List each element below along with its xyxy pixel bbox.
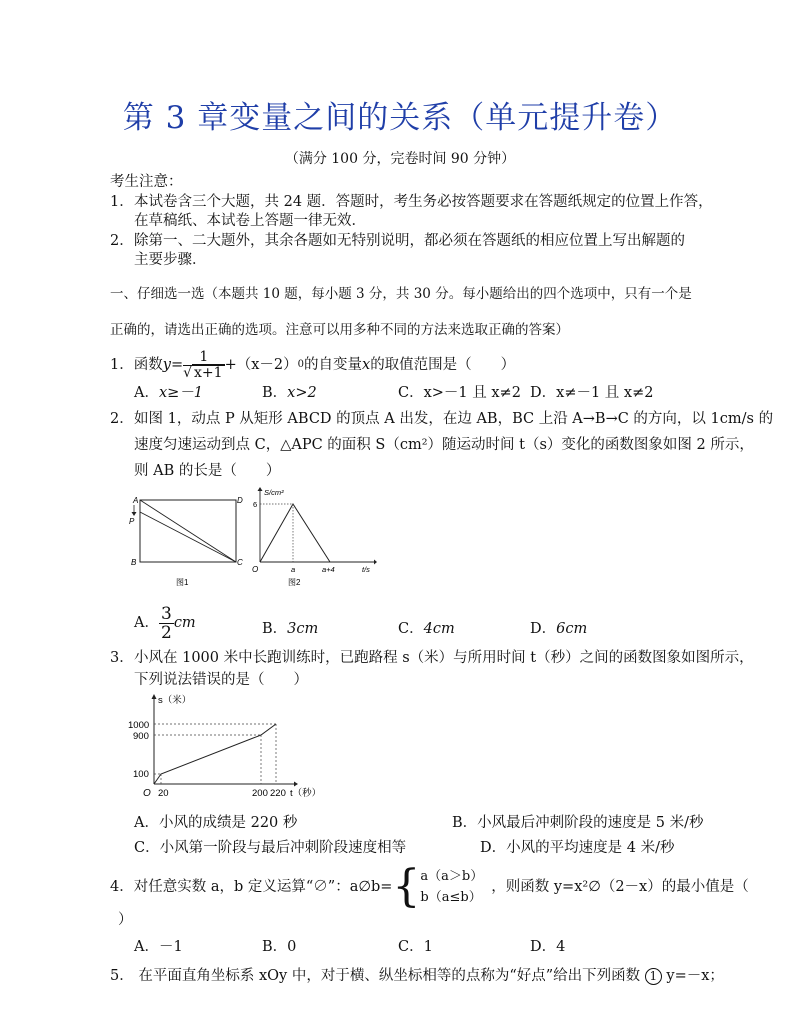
- q3-tick-200: 200: [252, 788, 268, 799]
- fig2-tick-6: 6: [253, 500, 258, 509]
- notice-item-1-num: 1．: [110, 194, 134, 210]
- q3-option-b[interactable]: B．小风最后冲刺阶段的速度是 5 米/秒: [452, 815, 704, 831]
- q3-tick-1000: 1000: [128, 720, 150, 731]
- q3-y-arrow-icon: [152, 694, 157, 699]
- fig2-y-label: S/cm²: [264, 488, 284, 497]
- q3-tick-900: 900: [133, 731, 149, 742]
- fig2-x-label: t/s: [362, 565, 370, 574]
- fig1-caption: 图1: [176, 578, 189, 587]
- q1-option-c[interactable]: C．x>－1 且 x≠2: [398, 385, 521, 401]
- notice-item-1-line1: 本试卷含三个大题，共 24 题．答题时，考生务必按答题要求在答题纸规定的位置上作答，: [134, 194, 713, 210]
- fig1-label-b: B: [131, 558, 137, 567]
- q5-number: 5．: [110, 968, 134, 984]
- q1-post2: 的取值范围是（ ）: [370, 357, 516, 373]
- q2-option-c[interactable]: C．4cm: [398, 621, 455, 637]
- q5-pre: 在平面直角坐标系 xOy 中，对于横、纵坐标相等的点称为“好点”给出下列函数: [138, 968, 641, 984]
- q4-pre: 对任意实数 a，b 定义运算“∅”：a∅b=: [133, 879, 393, 895]
- q3-y-label: s（米）: [158, 695, 192, 706]
- q2-line1: 如图 1，动点 P 从矩形 ABCD 的顶点 A 出发，在边 AB，BC 上沿 A→B→C 的方向，以 1cm/s 的: [134, 411, 774, 427]
- notice-heading: 考生注意：: [110, 174, 183, 190]
- q1-y: y: [162, 357, 171, 373]
- notice-item-2-num: 2．: [110, 233, 134, 249]
- q2-number: 2．: [110, 411, 134, 427]
- q1-mid: +（x－2）: [224, 357, 298, 373]
- diagonal-ac: [140, 500, 236, 562]
- q2-option-a[interactable]: A． $\frac{3}{2}$ cm: [134, 603, 196, 643]
- q1-number: 1．: [110, 357, 134, 373]
- segment-pc: [140, 512, 236, 562]
- q3-tick-20: 20: [158, 788, 169, 799]
- q3-option-c[interactable]: C．小风第一阶段与最后冲刺阶段速度相等: [134, 840, 407, 856]
- fig2-caption: 图2: [288, 578, 301, 587]
- notice-item-2-line2: 主要步骤．: [134, 252, 207, 268]
- q3-option-a[interactable]: A．小风的成绩是 220 秒: [134, 815, 298, 831]
- q5-post: y=－x；: [666, 968, 724, 984]
- question-4: [110, 861, 749, 912]
- arrow-head-icon: [132, 512, 137, 516]
- q4-option-b[interactable]: B．0: [262, 939, 297, 955]
- q4-case-2: b（a≤b）: [420, 890, 482, 905]
- q1-frac-numerator: 1: [183, 350, 224, 366]
- q4-option-c[interactable]: C．1: [398, 939, 433, 955]
- q4-case-1: a（a＞b）: [420, 869, 484, 884]
- q3-origin: O: [143, 788, 151, 799]
- question-1: [110, 345, 515, 385]
- q5-circled-number: 1: [645, 968, 662, 985]
- q1-var: x: [362, 357, 371, 373]
- page-title: 第 3 章变量之间的关系（单元提升卷）: [122, 100, 678, 136]
- q3-graph-line: [154, 724, 276, 784]
- question-5: [110, 966, 724, 986]
- q3-option-d[interactable]: D．小风的平均速度是 4 米/秒: [480, 840, 675, 856]
- q4-option-a[interactable]: A．－1: [134, 939, 183, 955]
- fig1-label-d: D: [237, 496, 243, 505]
- q4-post: ，则函数 y=x²∅（2－x）的最小值是（: [491, 879, 749, 895]
- q3-line1: 小风在 1000 米中长跑训练时，已跑路程 s（米）与所用时间 t（秒）之间的函数图象如图所示，: [134, 650, 754, 666]
- q4-cases: [420, 866, 483, 908]
- q3-tick-100: 100: [133, 769, 149, 780]
- fig2-x-arrow-icon: [374, 560, 377, 565]
- fig2-tick-a: a: [291, 565, 296, 574]
- q1-radicand: x+1: [194, 364, 223, 381]
- q3-x-label: t（秒）: [290, 788, 322, 799]
- fig1-label-c: C: [237, 558, 243, 567]
- fig1-label-a: A: [133, 496, 139, 505]
- notice-item-2-line1: 除第一、二大题外，其余各题如无特别说明，都必须在答题纸的相应位置上写出解题的: [134, 233, 685, 249]
- notice-item-1-line2: 在草稿纸、本试卷上答题一律无效．: [134, 213, 366, 229]
- q2-option-b[interactable]: B．3cm: [262, 621, 319, 637]
- q2-option-d[interactable]: D．6cm: [530, 621, 588, 637]
- q1-eq: =: [170, 357, 184, 373]
- page-subtitle: （满分 100 分，完卷时间 90 分钟）: [284, 151, 516, 167]
- q1-fraction: [183, 350, 224, 381]
- q3-x-arrow-icon: [294, 782, 298, 787]
- fig2-graph-line: [260, 504, 330, 562]
- q2-option-a-fraction: $\frac{3}{2}$: [160, 603, 172, 643]
- q1-option-a[interactable]: A．x≥－1: [134, 385, 204, 401]
- q2-figure-1: [128, 492, 246, 588]
- q3-number: 3．: [110, 650, 134, 666]
- fig1-label-p: P: [129, 517, 135, 526]
- fig2-origin: O: [252, 565, 259, 574]
- q2-figure-2: [250, 484, 378, 590]
- q4-line2: ）: [118, 912, 133, 928]
- q3-chart: [128, 690, 328, 808]
- q2-line2: 速度匀速运动到点 C，△APC 的面积 S（cm²）随运动时间 t（s）变化的函数图象如图 2 所示，: [134, 437, 754, 453]
- q2-line3: 则 AB 的长是（ ）: [134, 463, 281, 479]
- q1-post: 的自变量: [304, 357, 362, 373]
- fig2-y-arrow-icon: [258, 487, 263, 491]
- q1-frac-denominator: √ x+1: [183, 364, 223, 381]
- section1-line2: 正确的，请选出正确的选项。注意可以用多种不同的方法来选取正确的答案）: [110, 322, 569, 338]
- q1-option-b[interactable]: B．x>2: [262, 385, 317, 401]
- q4-number: 4．: [110, 879, 134, 895]
- q3-line2: 下列说法错误的是（ ）: [134, 672, 308, 688]
- section1-line1: 一、仔细选一选（本题共 10 题，每小题 3 分，共 30 分。每小题给出的四个选项中，只有一个是: [110, 286, 692, 302]
- q3-tick-220: 220: [270, 788, 286, 799]
- q4-option-d[interactable]: D．4: [530, 939, 566, 955]
- q1-sup: 0: [297, 359, 304, 370]
- q1-option-d[interactable]: D．x≠－1 且 x≠2: [530, 385, 654, 401]
- q4-brace: {: [392, 861, 421, 912]
- q1-pre: 函数: [133, 357, 163, 373]
- fig2-tick-a4: a+4: [322, 565, 335, 574]
